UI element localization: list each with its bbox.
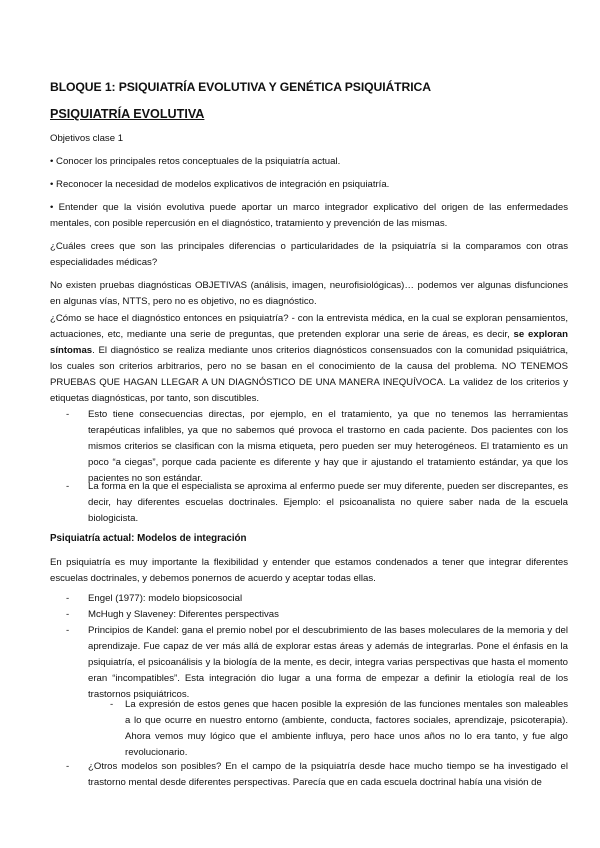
paragraph-question: ¿Cuáles crees que son las principales diferencias o particularidades de la psiquiatría si la comparamos con otras especialidades médicas?	[50, 241, 568, 268]
list-item: McHugh y Slaveney: Diferentes perspectivas	[88, 609, 279, 620]
list-marker: -	[110, 699, 114, 710]
list-marker: -	[66, 481, 70, 492]
list-item: ¿Otros modelos son posibles? En el campo de la psiquiatría desde hace mucho tiempo se ha investigado el trastorno mental desde diferentes perspectivas. Parecía que en cada escuela doctrinal había una visión de	[88, 761, 568, 788]
list-marker: -	[66, 761, 70, 772]
section-title: PSIQUIATRÍA EVOLUTIVA	[50, 107, 205, 121]
sub-list-item: La expresión de estos genes que hacen posible la expresión de las funciones mentales son maleables a lo que ocurre en nuestro entorno (ambiente, conducta, factores sociales, aprendizaje, psicoterapia). Ahora vemos muy lógico que el ambiente influya, pero hace unos años no lo era tanto, y fue algo revolucionario.	[125, 699, 568, 758]
section-heading: Psiquiatría actual: Modelos de integración	[50, 533, 247, 544]
objective-item: • Reconocer la necesidad de modelos explicativos de integración en psiquiatría.	[50, 179, 390, 190]
objectives-heading: Objetivos clase 1	[50, 133, 124, 144]
paragraph: No existen pruebas diagnósticas OBJETIVAS (análisis, imagen, neurofisiológicas)… podemos ver algunas disfunciones en algunas vías, NTTS, pero no es objetivo, no es diagnóstico.	[50, 280, 568, 307]
paragraph-diagnosis	[50, 311, 568, 407]
list-item: Esto tiene consecuencias directas, por ejemplo, en el tratamiento, ya que no tenemos las herramientas terapéuticas infalibles, ya que no sabemos qué provoca el trastorno en cada paciente. Dos pacientes con los mismos criterios se clasifican con la misma etiqueta, pero pueden ser muy heterogéneos. El tratamiento es un poco “a ciegas”, porque cada paciente es diferente y hay que ir ajustando el tratamiento estándar, ya que los pacientes no son estándar.	[88, 409, 568, 484]
objective-item: • Conocer los principales retos conceptuales de la psiquiatría actual.	[50, 156, 341, 167]
list-item: Engel (1977): modelo biopsicosocial	[88, 593, 243, 604]
list-marker: -	[66, 625, 70, 636]
text-run: ¿Cómo se hace el diagnóstico entonces en psiquiatría? - con la entrevista médica, en la cual se exploran pensamientos, actuaciones, etc, mediante una serie de preguntas, que pretenden explorar una serie de áreas, es decir,	[50, 313, 568, 340]
objective-item: • Entender que la visión evolutiva puede aportar un marco integrador explicativo del origen de las enfermedades mentales, con posible repercusión en el diagnóstico, tratamiento y prevención de las mismas.	[50, 202, 568, 229]
list-item: La forma en la que el especialista se aproxima al enfermo puede ser muy diferente, pueden ser discrepantes, es decir, hay diferentes escuelas doctrinales. Ejemplo: el psicoanalista no quiere saber nada de la escuela biologicista.	[88, 481, 568, 524]
bold-text: se exploran síntomas	[50, 329, 569, 356]
document-title: BLOQUE 1: PSIQUIATRÍA EVOLUTIVA Y GENÉTICA PSIQUIÁTRICA	[50, 80, 431, 94]
list-marker: -	[66, 609, 70, 620]
list-item: Principios de Kandel: gana el premio nobel por el descubrimiento de las bases moleculares de la memoria y del aprendizaje. Fue capaz de ver más allá de explorar estas áreas y además de integrarlas. Pone el énfasis en la psiquiatría, el psicoanálisis y la biología de la mente, es decir, integra varias perspectivas que hasta el momento eran “incompatibles”. Esta integración dio lugar a una forma de empezar a definir la etiología real de los trastornos psiquiátricos.	[88, 625, 568, 700]
list-marker: -	[66, 409, 70, 420]
text-run: . El diagnóstico se realiza mediante unos criterios diagnósticos consensuados con la comunidad psiquiátrica, los cuales son criterios arbitrarios, pero no se basan en el conocimiento de la causa del problema. NO TENEMOS PRUEBAS QUE HAGAN LLEGAR A UN DIAGNÓSTICO DE UNA MANERA INEQUÍVOCA. La validez de los criterios y etiquetas diagnósticas, por tanto, son discutibles.	[50, 345, 568, 404]
paragraph: En psiquiatría es muy importante la flexibilidad y entender que estamos condenados a tener que integrar diferentes escuelas doctrinales, y debemos ponernos de acuerdo y aceptar todas ellas.	[50, 557, 568, 584]
list-marker: -	[66, 593, 70, 604]
